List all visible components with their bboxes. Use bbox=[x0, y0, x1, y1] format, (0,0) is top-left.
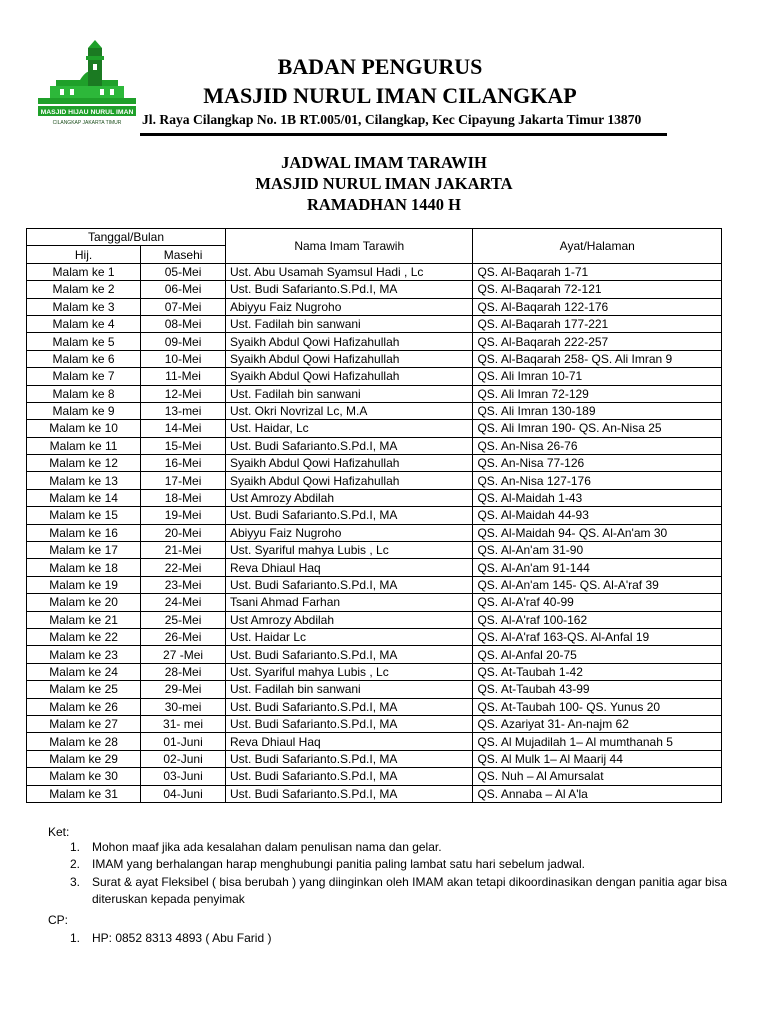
cell-masehi: 26-Mei bbox=[141, 628, 226, 645]
logo-subtext: CILANGKAP JAKARTA TIMUR bbox=[52, 120, 122, 126]
cell-masehi: 30-mei bbox=[141, 698, 226, 715]
table-row bbox=[27, 281, 722, 298]
table-row bbox=[27, 368, 722, 385]
cell-masehi: 13-mei bbox=[141, 402, 226, 419]
table-row bbox=[27, 437, 722, 454]
mosque-logo bbox=[36, 40, 138, 132]
cell-imam: Ust. Fadilah bin sanwani bbox=[225, 315, 472, 332]
cell-imam: Ust. Budi Safarianto.S.Pd.I, MA bbox=[225, 507, 472, 524]
notes-list bbox=[70, 839, 750, 909]
contact-number: 1. bbox=[70, 931, 81, 945]
cell-ayat: QS. Ali Imran 72-129 bbox=[473, 385, 722, 402]
cell-imam: Ust. Haidar Lc bbox=[225, 628, 472, 645]
cell-hij: Malam ke 30 bbox=[27, 768, 141, 785]
table-row bbox=[27, 733, 722, 750]
cell-imam: Reva Dhiaul Haq bbox=[225, 733, 472, 750]
header-hij: Hij. bbox=[27, 246, 141, 263]
cell-hij: Malam ke 29 bbox=[27, 750, 141, 767]
cell-masehi: 08-Mei bbox=[141, 315, 226, 332]
cell-imam: Ust. Budi Safarianto.S.Pd.I, MA bbox=[225, 698, 472, 715]
cell-ayat: QS. An-Nisa 127-176 bbox=[473, 472, 722, 489]
cell-masehi: 23-Mei bbox=[141, 576, 226, 593]
header-imam: Nama Imam Tarawih bbox=[225, 229, 472, 264]
note-text: Surat & ayat Fleksibel ( bisa berubah ) yang diinginkan oleh IMAM akan tetapi dikoordinasikan dengan panitia agar bisa diteruskan kepada penyimak bbox=[92, 874, 728, 907]
cell-ayat: QS. Al-An'am 145- QS. Al-A'raf 39 bbox=[473, 576, 722, 593]
cell-masehi: 12-Mei bbox=[141, 385, 226, 402]
cell-masehi: 17-Mei bbox=[141, 472, 226, 489]
table-row bbox=[27, 542, 722, 559]
header-ayat: Ayat/Halaman bbox=[473, 229, 722, 264]
cell-hij: Malam ke 19 bbox=[27, 576, 141, 593]
contact-item bbox=[70, 930, 271, 947]
note-item bbox=[70, 874, 750, 909]
note-item bbox=[70, 856, 750, 873]
logo-text: MASJID HIJAU NURUL IMAN bbox=[40, 109, 134, 116]
cell-hij: Malam ke 6 bbox=[27, 350, 141, 367]
cell-ayat: QS. At-Taubah 43-99 bbox=[473, 681, 722, 698]
header-divider bbox=[140, 133, 667, 136]
table-row bbox=[27, 681, 722, 698]
cell-masehi: 03-Juni bbox=[141, 768, 226, 785]
table-row bbox=[27, 420, 722, 437]
tarawih-schedule-table bbox=[26, 228, 722, 803]
cell-hij: Malam ke 14 bbox=[27, 489, 141, 506]
cell-hij: Malam ke 24 bbox=[27, 663, 141, 680]
table-row bbox=[27, 698, 722, 715]
cell-ayat: QS. Al-Baqarah 1-71 bbox=[473, 263, 722, 280]
cell-masehi: 14-Mei bbox=[141, 420, 226, 437]
schedule-titles bbox=[0, 152, 768, 215]
table-row bbox=[27, 524, 722, 541]
mosque-name: MASJID NURUL IMAN JAKARTA bbox=[255, 174, 513, 193]
cell-hij: Malam ke 12 bbox=[27, 455, 141, 472]
cell-masehi: 19-Mei bbox=[141, 507, 226, 524]
cell-hij: Malam ke 13 bbox=[27, 472, 141, 489]
cell-masehi: 04-Juni bbox=[141, 785, 226, 802]
header-tanggal: Tanggal/Bulan bbox=[27, 229, 226, 246]
cell-masehi: 25-Mei bbox=[141, 611, 226, 628]
cell-hij: Malam ke 28 bbox=[27, 733, 141, 750]
table-row bbox=[27, 298, 722, 315]
cell-ayat: QS. Al-Baqarah 122-176 bbox=[473, 298, 722, 315]
cell-imam: Syaikh Abdul Qowi Hafizahullah bbox=[225, 455, 472, 472]
cell-hij: Malam ke 18 bbox=[27, 559, 141, 576]
cell-hij: Malam ke 4 bbox=[27, 315, 141, 332]
cell-ayat: QS. Annaba – Al A'la bbox=[473, 785, 722, 802]
table-row bbox=[27, 315, 722, 332]
table-row bbox=[27, 646, 722, 663]
cell-masehi: 05-Mei bbox=[141, 263, 226, 280]
cell-masehi: 02-Juni bbox=[141, 750, 226, 767]
cell-masehi: 16-Mei bbox=[141, 455, 226, 472]
cell-masehi: 21-Mei bbox=[141, 542, 226, 559]
cell-imam: Reva Dhiaul Haq bbox=[225, 559, 472, 576]
cell-ayat: QS. Al-Anfal 20-75 bbox=[473, 646, 722, 663]
table-row bbox=[27, 472, 722, 489]
cell-imam: Syaikh Abdul Qowi Hafizahullah bbox=[225, 368, 472, 385]
note-item bbox=[70, 839, 750, 856]
cell-imam: Ust. Budi Safarianto.S.Pd.I, MA bbox=[225, 785, 472, 802]
cell-imam: Ust. Haidar, Lc bbox=[225, 420, 472, 437]
note-number: 3. bbox=[70, 874, 81, 889]
cell-hij: Malam ke 26 bbox=[27, 698, 141, 715]
cell-ayat: QS. Al Mulk 1– Al Maarij 44 bbox=[473, 750, 722, 767]
cell-imam: Ust. Budi Safarianto.S.Pd.I, MA bbox=[225, 437, 472, 454]
cell-ayat: QS. Al-Maidah 94- QS. Al-An'am 30 bbox=[473, 524, 722, 541]
cell-hij: Malam ke 2 bbox=[27, 281, 141, 298]
cell-hij: Malam ke 10 bbox=[27, 420, 141, 437]
cell-masehi: 27 -Mei bbox=[141, 646, 226, 663]
cell-imam: Ust. Abu Usamah Syamsul Hadi , Lc bbox=[225, 263, 472, 280]
cell-imam: Ust. Budi Safarianto.S.Pd.I, MA bbox=[225, 768, 472, 785]
cell-ayat: QS. At-Taubah 1-42 bbox=[473, 663, 722, 680]
cell-imam: Syaikh Abdul Qowi Hafizahullah bbox=[225, 333, 472, 350]
cell-masehi: 28-Mei bbox=[141, 663, 226, 680]
cell-hij: Malam ke 9 bbox=[27, 402, 141, 419]
table-row bbox=[27, 576, 722, 593]
cell-masehi: 10-Mei bbox=[141, 350, 226, 367]
table-row bbox=[27, 663, 722, 680]
cell-masehi: 24-Mei bbox=[141, 594, 226, 611]
cell-imam: Abiyyu Faiz Nugroho bbox=[225, 524, 472, 541]
cell-imam: Ust. Okri Novrizal Lc, M.A bbox=[225, 402, 472, 419]
org-address: Jl. Raya Cilangkap No. 1B RT.005/01, Cilangkap, Kec Cipayung Jakarta Timur 13870 bbox=[142, 112, 642, 127]
table-row bbox=[27, 628, 722, 645]
cell-hij: Malam ke 11 bbox=[27, 437, 141, 454]
cell-imam: Ust. Budi Safarianto.S.Pd.I, MA bbox=[225, 750, 472, 767]
table-row bbox=[27, 750, 722, 767]
table-row bbox=[27, 715, 722, 732]
table-row bbox=[27, 263, 722, 280]
cell-masehi: 31- mei bbox=[141, 715, 226, 732]
schedule-title: JADWAL IMAM TARAWIH bbox=[281, 153, 487, 172]
cell-imam: Ust. Fadilah bin sanwani bbox=[225, 385, 472, 402]
cell-ayat: QS. Azariyat 31- An-najm 62 bbox=[473, 715, 722, 732]
cell-imam: Syaikh Abdul Qowi Hafizahullah bbox=[225, 350, 472, 367]
cell-ayat: QS. Al-A'raf 100-162 bbox=[473, 611, 722, 628]
table-row bbox=[27, 489, 722, 506]
cell-imam: Ust Amrozy Abdilah bbox=[225, 611, 472, 628]
cell-hij: Malam ke 5 bbox=[27, 333, 141, 350]
table-row bbox=[27, 333, 722, 350]
cell-ayat: QS. Ali Imran 10-71 bbox=[473, 368, 722, 385]
cell-masehi: 01-Juni bbox=[141, 733, 226, 750]
table-row bbox=[27, 785, 722, 802]
cell-ayat: QS. At-Taubah 100- QS. Yunus 20 bbox=[473, 698, 722, 715]
cell-hij: Malam ke 23 bbox=[27, 646, 141, 663]
cell-imam: Tsani Ahmad Farhan bbox=[225, 594, 472, 611]
cell-ayat: QS. Al-Baqarah 72-121 bbox=[473, 281, 722, 298]
table-row bbox=[27, 385, 722, 402]
cell-masehi: 06-Mei bbox=[141, 281, 226, 298]
note-number: 2. bbox=[70, 857, 81, 872]
cell-masehi: 22-Mei bbox=[141, 559, 226, 576]
cell-imam: Ust. Syariful mahya Lubis , Lc bbox=[225, 663, 472, 680]
cell-ayat: QS. Al-A'raf 40-99 bbox=[473, 594, 722, 611]
cell-ayat: QS. An-Nisa 77-126 bbox=[473, 455, 722, 472]
cell-imam: Abiyyu Faiz Nugroho bbox=[225, 298, 472, 315]
cell-hij: Malam ke 27 bbox=[27, 715, 141, 732]
cell-hij: Malam ke 21 bbox=[27, 611, 141, 628]
cell-hij: Malam ke 22 bbox=[27, 628, 141, 645]
cell-ayat: QS. Al-Baqarah 258- QS. Ali Imran 9 bbox=[473, 350, 722, 367]
cell-masehi: 07-Mei bbox=[141, 298, 226, 315]
cell-hij: Malam ke 7 bbox=[27, 368, 141, 385]
note-number: 1. bbox=[70, 840, 81, 854]
table-row bbox=[27, 402, 722, 419]
table-row bbox=[27, 559, 722, 576]
cell-hij: Malam ke 16 bbox=[27, 524, 141, 541]
cell-hij: Malam ke 8 bbox=[27, 385, 141, 402]
cell-imam: Ust. Budi Safarianto.S.Pd.I, MA bbox=[225, 646, 472, 663]
contact-label: CP: bbox=[48, 913, 69, 927]
cell-imam: Ust. Fadilah bin sanwani bbox=[225, 681, 472, 698]
table-row bbox=[27, 350, 722, 367]
cell-ayat: QS. Al-Baqarah 177-221 bbox=[473, 315, 722, 332]
cell-ayat: QS. Al Mujadilah 1– Al mumthanah 5 bbox=[473, 733, 722, 750]
header-masehi: Masehi bbox=[141, 246, 226, 263]
mosque-icon bbox=[36, 40, 138, 132]
cell-ayat: QS. Ali Imran 130-189 bbox=[473, 402, 722, 419]
cell-hij: Malam ke 15 bbox=[27, 507, 141, 524]
table-row bbox=[27, 768, 722, 785]
ramadhan-year: RAMADHAN 1440 H bbox=[307, 195, 461, 214]
cell-masehi: 09-Mei bbox=[141, 333, 226, 350]
cell-masehi: 15-Mei bbox=[141, 437, 226, 454]
cell-ayat: QS. Al-Maidah 44-93 bbox=[473, 507, 722, 524]
cell-hij: Malam ke 31 bbox=[27, 785, 141, 802]
cell-ayat: QS. Ali Imran 190- QS. An-Nisa 25 bbox=[473, 420, 722, 437]
cell-ayat: QS. Al-A'raf 163-QS. Al-Anfal 19 bbox=[473, 628, 722, 645]
cell-imam: Ust Amrozy Abdilah bbox=[225, 489, 472, 506]
org-title-line2: MASJID NURUL IMAN CILANGKAP bbox=[203, 83, 577, 108]
cell-imam: Ust. Budi Safarianto.S.Pd.I, MA bbox=[225, 576, 472, 593]
cell-masehi: 18-Mei bbox=[141, 489, 226, 506]
cell-ayat: QS. An-Nisa 26-76 bbox=[473, 437, 722, 454]
cell-ayat: QS. Al-An'am 91-144 bbox=[473, 559, 722, 576]
table-row bbox=[27, 455, 722, 472]
table-header-row bbox=[27, 229, 722, 246]
notes-label: Ket: bbox=[48, 825, 70, 839]
cell-hij: Malam ke 17 bbox=[27, 542, 141, 559]
cell-ayat: QS. Al-An'am 31-90 bbox=[473, 542, 722, 559]
cell-imam: Ust. Syariful mahya Lubis , Lc bbox=[225, 542, 472, 559]
cell-hij: Malam ke 25 bbox=[27, 681, 141, 698]
cell-ayat: QS. Al-Maidah 1-43 bbox=[473, 489, 722, 506]
cell-ayat: QS. Al-Baqarah 222-257 bbox=[473, 333, 722, 350]
cell-ayat: QS. Nuh – Al Amursalat bbox=[473, 768, 722, 785]
cell-imam: Syaikh Abdul Qowi Hafizahullah bbox=[225, 472, 472, 489]
table-row bbox=[27, 594, 722, 611]
table-row bbox=[27, 507, 722, 524]
contact-text: HP: 0852 8313 4893 ( Abu Farid ) bbox=[92, 931, 272, 945]
cell-hij: Malam ke 1 bbox=[27, 263, 141, 280]
note-text: IMAM yang berhalangan harap menghubungi panitia paling lambat satu hari sebelum jadwal. bbox=[92, 857, 585, 872]
table-row bbox=[27, 611, 722, 628]
note-text: Mohon maaf jika ada kesalahan dalam penulisan nama dan gelar. bbox=[92, 840, 442, 854]
cell-masehi: 11-Mei bbox=[141, 368, 226, 385]
org-title-line1: BADAN PENGURUS bbox=[277, 54, 483, 79]
cell-hij: Malam ke 20 bbox=[27, 594, 141, 611]
cell-imam: Ust. Budi Safarianto.S.Pd.I, MA bbox=[225, 715, 472, 732]
cell-imam: Ust. Budi Safarianto.S.Pd.I, MA bbox=[225, 281, 472, 298]
cell-masehi: 20-Mei bbox=[141, 524, 226, 541]
cell-hij: Malam ke 3 bbox=[27, 298, 141, 315]
cell-masehi: 29-Mei bbox=[141, 681, 226, 698]
